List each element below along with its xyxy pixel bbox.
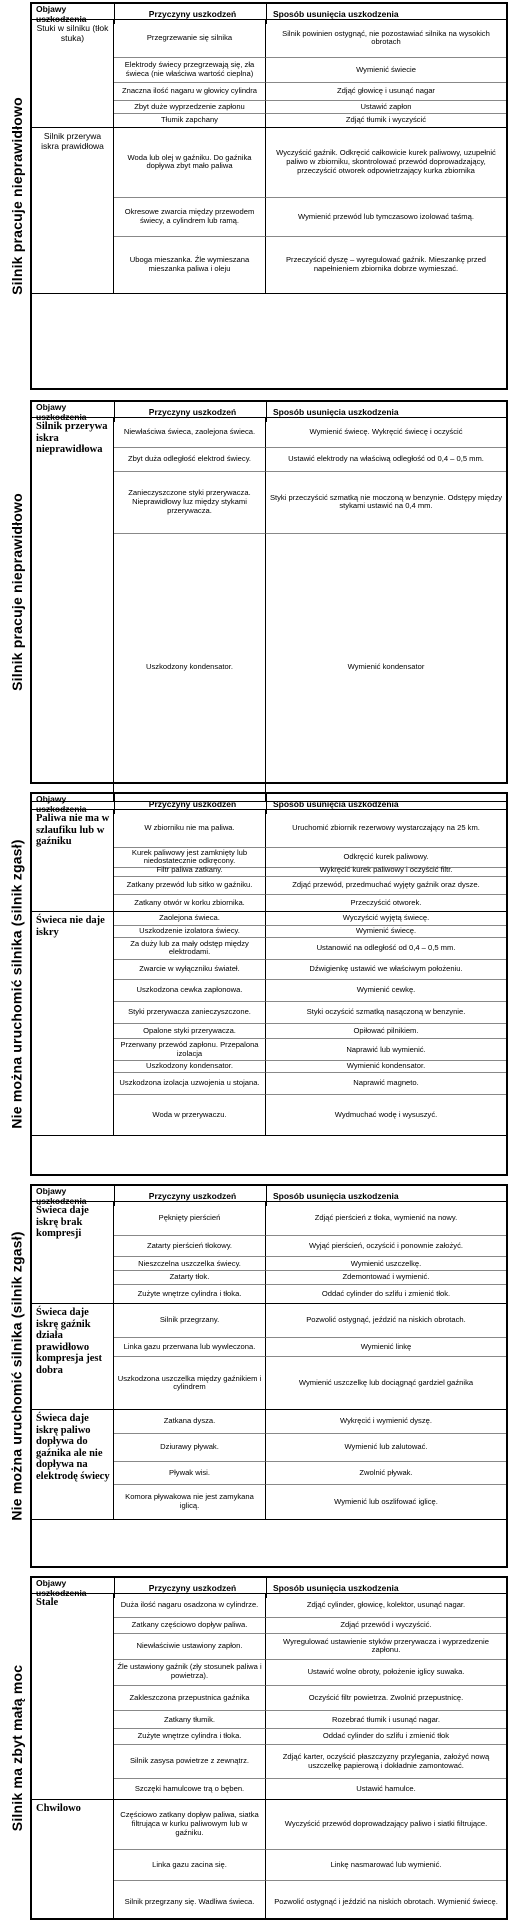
section-label-text: Silnik pracuje nieprawidłowo [9,493,26,691]
symptom-rows [114,128,506,294]
fix-cell: Wyregulować ustawienie styków przerywacza i wyprzedzenie zapłonu. [266,1634,506,1660]
cause-cell: Częściowo zatkany dopływ paliwa, siatka filtrująca w kurku paliwowym lub w gaźniku. [114,1800,266,1850]
cause-cell: Dziurawy pływak. [114,1434,266,1462]
header-col2: Przyczyny uszkodzeń [114,4,266,24]
symptom-cell: Silnik przerywa iskra prawidłowa [32,128,114,294]
fix-cell: Wymienić świecę. [266,926,506,938]
fix-cell: Zdjąć cylinder, głowicę, kolektor, usunąć nagar. [266,1594,506,1618]
fix-cell: Wyczyścić gaźnik. Odkręcić całkowicie kurek paliwowy, uzupełnić paliwo w zbiorniku, skontrolować przewód doprowadzający, przeczyścić otworek odpowietrzający kurka zbiornika [266,128,506,198]
table-row [114,1779,506,1799]
fix-cell: Ustanowić na odległość od 0,4 – 0,5 mm. [266,938,506,960]
symptom-rows [114,1594,506,1800]
table-row [114,1462,506,1486]
cause-cell: Przegrzewanie się silnika [114,20,266,58]
table-row [114,864,506,878]
symptom-cell: Świeca daje iskrę brak kompresji [32,1202,114,1304]
table-row [114,895,506,911]
table-row [114,448,506,472]
symptom-rows [114,1410,506,1520]
section-table [32,794,506,1174]
table-row [114,114,506,127]
fix-cell: Linkę nasmarować lub wymienić. [266,1850,506,1882]
cause-cell: Zakleszczona przepustnica gaźnika [114,1686,266,1712]
cause-cell: Kurek paliwowy jest zamknięty lub niedostatecznie odkręcony. [114,848,266,868]
table-row [114,960,506,980]
fix-cell: Pozwolić ostygnąć, jeździć na niskich obrotach. [266,1304,506,1338]
symptom-cell: Świeca nie daje iskry [32,912,114,1136]
cause-cell: Pływak wisi. [114,1462,266,1486]
section-label [2,4,32,388]
fix-cell: Wykręcić i wymienić dyszę. [266,1410,506,1434]
fix-cell: Zdjąć karter, oczyścić płaszczyzny przylegania, założyć nową uszczelkę papierową i dokładnie zamontować. [266,1745,506,1779]
fix-cell: Wymienić świecie [266,58,506,84]
fix-cell: Naprawić magneto. [266,1073,506,1095]
table-row [114,1236,506,1258]
table-row [114,1285,506,1303]
header-col2: Przyczyny uszkodzeń [114,794,266,814]
section-2 [9,792,508,1176]
fix-cell: Wymienić uszczelkę. [266,1257,506,1271]
table-row [114,1338,506,1358]
table-row [114,1357,506,1409]
cause-cell: Zatkana dysza. [114,1410,266,1434]
table-row [114,418,506,448]
cause-cell: Zatkany częściowo dopływ paliwa. [114,1618,266,1634]
fix-cell: Przeczyścić otworek. [350,897,422,907]
header-col1: Objawy uszkodzenia [36,1578,87,1598]
header-col1: Objawy uszkodzenia [36,4,87,24]
cause-cell: Za duży lub za mały odstęp między elektrodami. [114,938,266,960]
table-row [114,980,506,1002]
table-body [32,1594,506,1920]
fix-cell: Silnik powinien ostygnąć, nie pozostawiać silnika na wysokich obrotach [266,20,506,58]
table-row [114,237,506,293]
section-label [2,794,32,1174]
table-row [114,1634,506,1660]
fix-cell: Pozwolić ostygnąć i jeździć na niskich obrotach. Wymienić świecę. [274,1896,498,1906]
section-table [32,1186,506,1566]
section-label-text: Nie można uruchomić silnika (silnik zgasł) [9,839,25,1129]
cause-cell: Przerwany przewód zapłonu. Przepalona izolacja [114,1039,266,1061]
table-row [114,1002,506,1024]
table-row [114,1304,506,1338]
section-1 [9,400,508,784]
fix-cell: Wymienić uszczelkę lub dociągnąć gardziel gaźnika [298,1377,474,1387]
table-header [32,794,506,814]
header-col1: Objawy uszkodzenia [36,1186,87,1206]
table-row [114,1061,506,1073]
symptom-rows [114,1800,506,1920]
fix-cell: Wymienić kondensator. [266,1061,506,1073]
header-col2: Przyczyny uszkodzeń [114,1578,266,1598]
cause-cell: Opalone styki przerywacza. [114,1024,266,1040]
fix-cell: Zdjąć przewód i wyczyścić. [266,1618,506,1634]
cause-cell: Filtr paliwa zatkany. [114,864,266,878]
header-col1: Objawy uszkodzenia [36,794,87,814]
cause-cell: Nieszczelna uszczelka świecy. [114,1257,266,1271]
cause-cell: Zanieczyszczone styki przerywacza. Nieprawidłowy luz między stykami przerywacza. [114,472,266,534]
header-col3: Sposób usunięcia uszkodzenia [266,794,506,814]
fix-cell: Wymienić przewód lub tymczasowo izolować taśmą. [266,198,506,238]
header-col1: Objawy uszkodzenia [36,402,87,422]
symptom-cell: Stale [32,1594,114,1800]
fix-cell: Wyjąć pierścień, oczyścić i ponownie założyć. [266,1236,506,1258]
cause-cell: Silnik przegrzany się. Wadliwa świeca. [114,1881,266,1920]
table-body [32,418,506,802]
table-row [114,1024,506,1040]
fix-cell: Uruchomić zbiornik rezerwowy wystarczający na 25 km. [266,810,506,848]
table-row [114,938,506,960]
table-body [32,20,506,294]
fix-cell: Styki oczyścić szmatką nasączoną w benzynie. [266,1002,506,1024]
cause-cell: Tłumik zapchany [114,114,266,127]
cause-cell: Uszkodzony kondensator. [114,1061,266,1073]
cause-cell: Silnik zasysa powietrze z zewnątrz. [114,1745,266,1779]
fix-cell: Zdemontować i wymienić. [266,1271,506,1285]
section-label-text: Silnik ma zbyt małą moc [9,1664,25,1832]
fix-cell: Naprawić lub wymienić. [266,1039,506,1061]
symptom-cell: Chwilowo [32,1800,114,1920]
table-row [114,58,506,84]
fix-cell: Rozebrać tłumik i usunąć nagar. [266,1711,506,1729]
cause-cell: Zatkany przewód lub sitko w gaźniku. [114,877,266,895]
cause-cell: Uszkodzony kondensator. [114,534,266,801]
table-row [114,1745,506,1779]
cause-cell: Uszkodzona cewka zapłonowa. [114,980,266,1002]
fix-cell: Wykręcić kurek paliwowy i oczyścić filtr. [266,864,506,878]
symptom-cell: Świeca daje iskrę paliwo dopływa do gaźnika ale nie dopływa na elektrodę świecy [32,1410,114,1520]
fix-cell: Styki przeczyścić szmatką nie moczoną w benzynie. Odstępy między stykami ustawić na 0,4 mm. [266,472,506,534]
table-row [114,198,506,238]
cause-cell: Zbyt duże wyprzedzenie zapłonu [114,101,266,114]
cause-cell: Elektrody świecy przegrzewają się, zła świeca (nie właściwa wartość cieplna) [114,58,266,84]
cause-cell: Uszkodzona izolacja uzwojenia u stojana. [114,1073,266,1095]
fix-cell: Wydmuchać wodę i wysuszyć. [334,1109,438,1119]
fix-cell: Wymienić świecę. Wykręcić świecę i oczyścić [266,418,506,448]
table-body [32,1202,506,1520]
fix-cell: Zwolnić pływak. [266,1462,506,1486]
symptom-cell: Silnik przerywa iskra nieprawidłowa [32,418,114,802]
section-3 [9,1184,508,1568]
table-row [114,1711,506,1729]
fix-cell: Wymienić linkę [266,1338,506,1358]
table-row [114,1410,506,1434]
symptom-cell: Świeca daje iskrę gaźnik działa prawidłowo kompresja jest dobra [32,1304,114,1410]
section-label [2,1186,32,1566]
cause-cell: Silnik przegrzany. [114,1304,266,1338]
table-row [114,1686,506,1712]
cause-cell: Linka gazu zacina się. [114,1850,266,1882]
table-row [114,1618,506,1634]
table-row [114,1881,506,1920]
table-row [114,912,506,926]
fix-cell: Oczyścić filtr powietrza. Zwolnić przepustnicę. [266,1686,506,1712]
cause-cell: Zatarty pierścień tłokowy. [114,1236,266,1258]
cause-cell: Uszkodzona uszczelka między gaźnikiem i cylindrem [114,1357,266,1409]
section-table [32,1578,506,1920]
fix-cell: Dźwigienkę ustawić we właściwym położeniu. [266,960,506,980]
cause-cell: Woda lub olej w gaźniku. Do gaźnika dopływa zbyt mało paliwa [114,128,266,198]
table-row [114,83,506,101]
fix-cell: Wyczyścić przewód doprowadzający paliwo i siatki filtrujące. [266,1800,506,1850]
table-body [32,810,506,1136]
table-row [114,534,506,801]
fix-cell: Zdjąć tłumik i wyczyścić [345,115,427,125]
section-0 [9,2,508,390]
header-col3: Sposób usunięcia uszkodzenia [266,1186,506,1206]
fix-cell: Oddać cylinder do szlifu i zmienić tłok [266,1729,506,1745]
table-row [114,1485,506,1519]
symptom-rows [114,20,506,128]
cause-cell: Linka gazu przerwana lub wywleczona. [114,1338,266,1358]
table-row [114,1073,506,1095]
fix-cell: Odkręcić kurek paliwowy. [266,848,506,868]
table-row [114,1594,506,1618]
cause-cell: Pęknięty pierścień [114,1202,266,1236]
cause-cell: Zatarty tłok. [114,1271,266,1285]
table-row [114,1257,506,1271]
cause-cell: Zatkany tłumik. [114,1711,266,1729]
symptom-cell: Stuki w silniku (tłok stuka) [32,20,114,128]
table-row [114,1434,506,1462]
fix-cell: Wymienić kondensator [347,661,425,671]
section-table [32,4,506,388]
symptom-rows [114,1202,506,1304]
section-label [2,1578,32,1918]
fix-cell: Ustawić elektrody na właściwą odległość od 0,4 – 0,5 mm. [266,448,506,472]
table-row [114,1729,506,1745]
cause-cell: Komora pływakowa nie jest zamykana iglicą. [114,1485,266,1519]
cause-cell: Okresowe zwarcia między przewodem świecy, a cylindrem lub ramą. [114,198,266,238]
cause-cell: Uszkodzenie izolatora świecy. [114,926,266,938]
cause-cell: W zbiorniku nie ma paliwa. [114,810,266,848]
table-row [114,1850,506,1882]
table-header [32,402,506,422]
table-row [114,472,506,534]
table-row [114,20,506,58]
fix-cell: Ustawić wolne obroty, położenie iglicy suwaka. [266,1660,506,1686]
table-row [114,1039,506,1061]
symptom-rows [114,810,506,912]
symptom-cell: Paliwa nie ma w szlaufiku lub w gaźniku [32,810,114,912]
cause-cell: Zatkany otwór w korku zbiornika. [114,895,266,911]
table-header [32,1578,506,1598]
section-label-text: Nie można uruchomić silnika (silnik zgasł) [9,1231,25,1521]
section-label-text: Silnik pracuje nieprawidłowo [9,97,26,295]
header-col3: Sposób usunięcia uszkodzenia [266,1578,506,1598]
cause-cell: Styki przerywacza zanieczyszczone. [114,1002,266,1024]
cause-cell: Zaolejona świeca. [114,912,266,926]
cause-cell: Zużyte wnętrze cylindra i tłoka. [114,1285,266,1303]
cause-cell: Zużyte wnętrze cylindra i tłoka. [114,1729,266,1745]
table-row [114,128,506,198]
fix-cell: Ustawić zapłon [266,101,506,114]
fix-cell: Opiłować pilnikiem. [266,1024,506,1040]
table-row [114,810,506,848]
table-row [114,926,506,938]
header-col2: Przyczyny uszkodzeń [114,1186,266,1206]
cause-cell: Woda w przerywaczu. [114,1095,266,1135]
cause-cell: Zwarcie w wyłączniku świateł. [114,960,266,980]
cause-cell: Duża ilość nagaru osadzona w cylindrze. [114,1594,266,1618]
section-table [32,402,506,802]
fix-cell: Wymienić lub oszlifować iglicę. [334,1496,438,1506]
symptom-rows [114,418,506,802]
fix-cell: Zdjąć przewód, przedmuchać wyjęty gaźnik oraz dysze. [266,877,506,895]
section-label [2,402,32,782]
cause-cell: Znaczna ilość nagaru w głowicy cylindra [114,83,266,101]
table-header [32,1186,506,1206]
table-row [114,1800,506,1850]
fix-cell: Wyczyścić wyjętą świecę. [266,912,506,926]
cause-cell: Niewłaściwie ustawiony zapłon. [114,1634,266,1660]
fix-cell: Zdjąć głowicę i usunąć nagar [266,83,506,101]
fix-cell: Ustawić hamulce. [356,1783,416,1793]
table-row [114,1660,506,1686]
cause-cell: Niewłaściwa świeca, zaolejona świeca. [114,418,266,448]
fix-cell: Przeczyścić dyszę – wyregulować gaźnik. Mieszankę przed napełnieniem zbiornika dobrze wymieszać. [285,255,487,274]
table-row [114,877,506,895]
cause-cell: Uboga mieszanka. Źle wymieszana mieszanka paliwa i oleju [114,237,266,293]
cause-cell: Źle ustawiony gaźnik (zły stosunek paliwa i powietrza). [114,1660,266,1686]
cause-cell: Szczęki hamulcowe trą o bęben. [114,1779,266,1799]
table-row [114,1202,506,1236]
fix-cell: Wymienić lub zalutować. [266,1434,506,1462]
fix-cell: Oddać cylinder do szlifu i zmienić tłok. [321,1288,451,1298]
table-row [114,1095,506,1135]
header-col3: Sposób usunięcia uszkodzenia [266,4,506,24]
symptom-rows [114,1304,506,1410]
table-header [32,4,506,24]
table-row [114,1271,506,1285]
symptom-rows [114,912,506,1136]
table-row [114,848,506,864]
header-col3: Sposób usunięcia uszkodzenia [266,402,506,422]
fix-cell: Wymienić cewkę. [266,980,506,1002]
fix-cell: Zdjąć pierścień z tłoka, wymienić na nowy. [266,1202,506,1236]
table-row [114,101,506,114]
header-col2: Przyczyny uszkodzeń [114,402,266,422]
section-4 [9,1576,508,1920]
cause-cell: Zbyt duża odległość elektrod świecy. [114,448,266,472]
